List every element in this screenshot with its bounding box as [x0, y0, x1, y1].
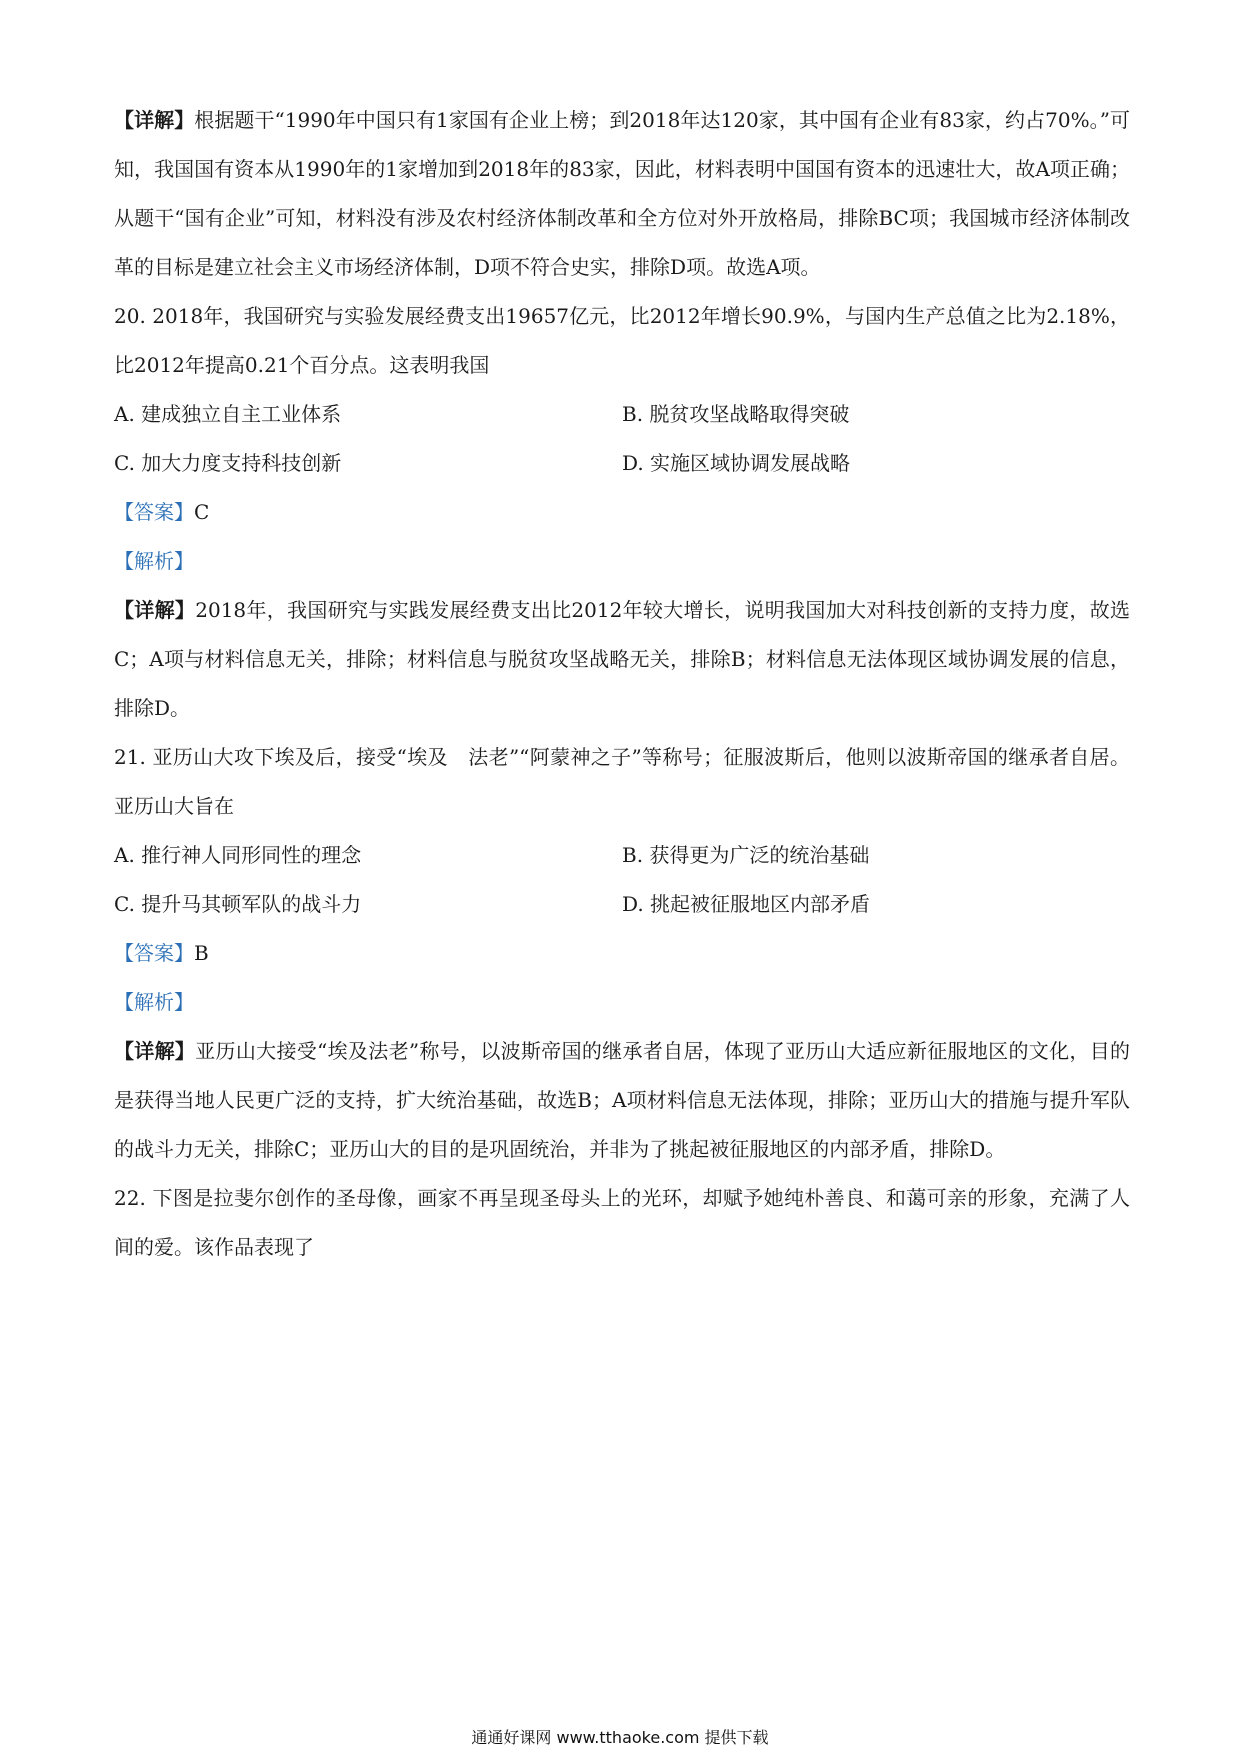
q20-detail-text: 2018年，我国研究与实践发展经费支出比2012年较大增长，说明我国加大对科技创新的支持力度，故选C；A项与材料信息无关，排除；材料信息与脱贫攻坚战略无关，排除B；材料信息无法体现区域协调发展的信息，排除D。	[114, 598, 1131, 720]
q19-detail-text: 根据题干“1990年中国只有1家国有企业上榜；到2018年达120家，其中国有企业有83家，约占70%。”可知，我国国有资本从1990年的1家增加到2018年的83家，因此，材料表明中国国有资本的迅速壮大，故A项正确；从题干“国有企业”可知，材料没有涉及农村经济体制改革和全方位对外开放格局，排除BC项；我国城市经济体制改革的目标是建立社会主义市场经济体制，D项不符合史实，排除D项。故选A项。	[114, 108, 1131, 279]
q20-analysis	[114, 537, 1130, 586]
q21-analysis-label: 【解析】	[114, 990, 194, 1014]
q20-analysis-label: 【解析】	[114, 549, 194, 573]
q20-detail-label: 【详解】	[114, 598, 196, 622]
q20-option-d: D. 实施区域协调发展战略	[622, 451, 851, 475]
q21-answer-label: 【答案】	[114, 941, 194, 965]
q19-detail-label: 【详解】	[114, 108, 195, 132]
q21-answer-value: B	[194, 941, 209, 965]
page-content	[114, 96, 1130, 1272]
q22-stem: 22. 下图是拉斐尔创作的圣母像，画家不再呈现圣母头上的光环，却赋予她纯朴善良、和蔼可亲的形象，充满了人间的爱。该作品表现了	[114, 1186, 1130, 1259]
q21-analysis	[114, 978, 1130, 1027]
q20-options-row-2	[114, 439, 1130, 488]
q20-option-b: B. 脱贫攻坚战略取得突破	[622, 402, 850, 426]
q20-answer-value: C	[194, 500, 210, 524]
q21-detail-label: 【详解】	[114, 1039, 196, 1063]
page-footer: 通通好课网 www.tthaoke.com 提供下载	[471, 1728, 769, 1747]
q20-option-c: C. 加大力度支持科技创新	[114, 451, 342, 475]
q21-options-row-1	[114, 831, 1130, 880]
q21-answer	[114, 929, 1130, 978]
q20-detail	[114, 586, 1130, 733]
q21-option-b: B. 获得更为广泛的统治基础	[622, 843, 870, 867]
q20-options-row-1	[114, 390, 1130, 439]
q20-answer-label: 【答案】	[114, 500, 194, 524]
q21-stem: 21. 亚历山大攻下埃及后，接受“埃及 法老”“阿蒙神之子”等称号；征服波斯后，他则以波斯帝国的继承者自居。亚历山大旨在	[114, 745, 1130, 818]
q20-stem: 20. 2018年，我国研究与实验发展经费支出19657亿元，比2012年增长90.9%，与国内生产总值之比为2.18%，比2012年提高0.21个百分点。这表明我国	[114, 304, 1130, 377]
q21-detail-text: 亚历山大接受“埃及法老”称号，以波斯帝国的继承者自居，体现了亚历山大适应新征服地区的文化，目的是获得当地人民更广泛的支持，扩大统治基础，故选B；A项材料信息无法体现，排除；亚历山大的措施与提升军队的战斗力无关，排除C；亚历山大的目的是巩固统治，并非为了挑起被征服地区的内部矛盾，排除D。	[114, 1039, 1131, 1161]
q21-detail	[114, 1027, 1130, 1174]
q21-option-c: C. 提升马其顿军队的战斗力	[114, 892, 362, 916]
q21-option-a: A. 推行神人同形同性的理念	[114, 843, 362, 867]
q21-option-d: D. 挑起被征服地区内部矛盾	[622, 892, 871, 916]
q20-option-a: A. 建成独立自主工业体系	[114, 402, 342, 426]
q20-answer	[114, 488, 1130, 537]
q19-detail	[114, 96, 1130, 292]
q21-options-row-2	[114, 880, 1130, 929]
